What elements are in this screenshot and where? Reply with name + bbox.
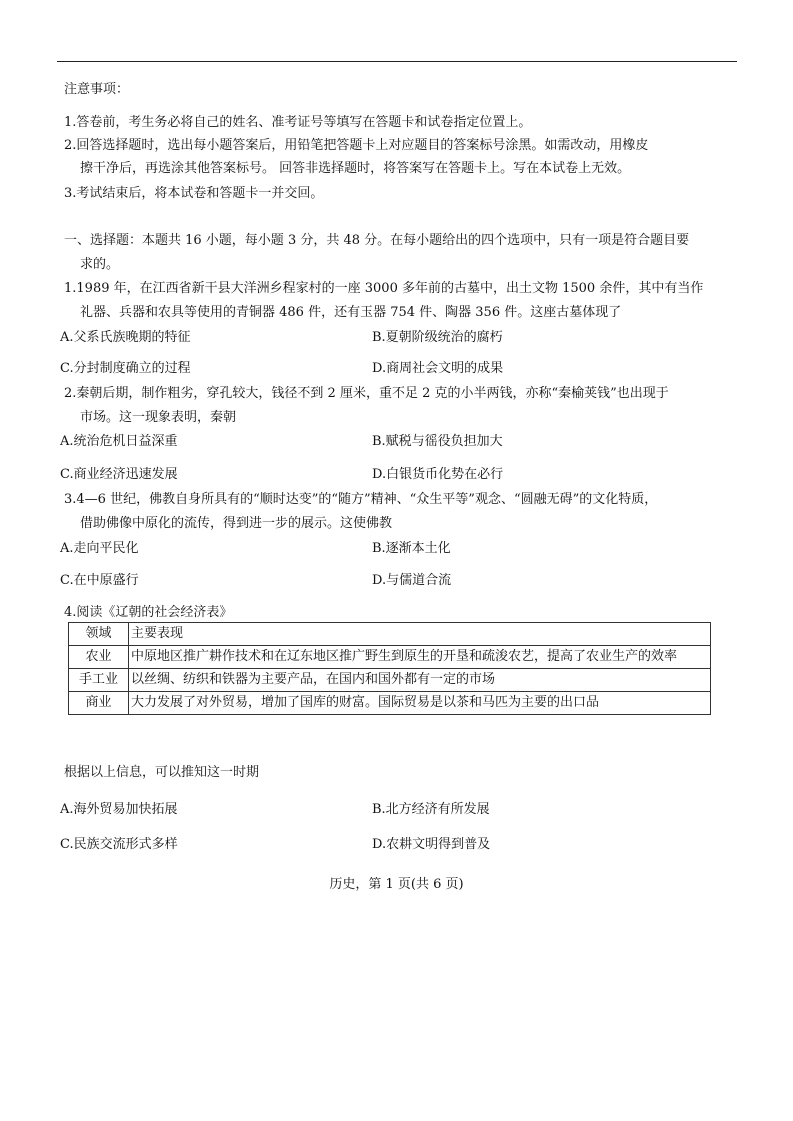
table-row — [69, 646, 711, 669]
notice-title: 注意事项： — [64, 82, 130, 97]
notice-item-3: 3.考试结束后，将本试卷和答题卡一并交回。 — [64, 186, 324, 201]
liao-economy-table — [68, 622, 711, 715]
section-1-heading-line-1: 一、选择题：本题共 16 小题，每小题 3 分，共 48 分。在每小题给出的四个选项中，只有一项是符合题目要 — [64, 233, 690, 248]
table-header-cell: 主要表现 — [129, 623, 711, 646]
q1-stem-line-1: 1.1989 年，在江西省新干县大洋洲乡程家村的一座 3000 多年前的古墓中，出土文物 1500 余件，其中有当作 — [64, 281, 704, 296]
q3-option-c: C.在中原盛行 — [60, 573, 139, 588]
page-footer: 历史，第 1 页(共 6 页) — [329, 877, 464, 892]
header-rule — [57, 61, 737, 62]
q4-option-d: D.农耕文明得到普及 — [372, 837, 491, 852]
table-cell: 大力发展了对外贸易，增加了国库的财富。国际贸易是以茶和马匹为主要的出口品 — [129, 692, 711, 715]
q3-stem-line-2: 借助佛像中原化的流传，得到进一步的展示。这使佛教 — [80, 516, 393, 531]
table-cell: 手工业 — [69, 669, 129, 692]
q2-stem-line-2: 市场。这一现象表明，秦朝 — [80, 410, 237, 425]
q4-intro: 4.阅读《辽朝的社会经济表》 — [64, 605, 233, 620]
q1-option-d: D.商周社会文明的成果 — [372, 361, 504, 376]
q1-option-c: C.分封制度确立的过程 — [60, 361, 191, 376]
q4-option-c: C.民族交流形式多样 — [60, 837, 178, 852]
table-row — [69, 669, 711, 692]
q3-option-b: B.逐渐本土化 — [372, 541, 451, 556]
q2-option-d: D.白银货币化势在必行 — [372, 467, 504, 482]
table-cell: 农业 — [69, 646, 129, 669]
q3-option-a: A.走向平民化 — [60, 541, 139, 556]
table-header-row — [69, 623, 711, 646]
q2-option-c: C.商业经济迅速发展 — [60, 467, 178, 482]
table-header-cell: 领域 — [69, 623, 129, 646]
q3-option-d: D.与儒道合流 — [372, 573, 452, 588]
q4-option-a: A.海外贸易加快拓展 — [60, 802, 178, 817]
table-cell: 以丝绸、纺织和铁器为主要产品，在国内和国外都有一定的市场 — [129, 669, 711, 692]
table-row — [69, 692, 711, 715]
q3-stem-line-1: 3.4—6 世纪，佛教自身所具有的“顺时达变”的“随方”精神、“众生平等”观念、“圆融无碍”的文化特质， — [64, 492, 658, 507]
notice-item-2-line-2: 擦干净后，再选涂其他答案标号。 回答非选择题时，将答案写在答题卡上。写在本试卷上无效。 — [80, 161, 631, 176]
q1-option-a: A.父系氏族晚期的特征 — [60, 330, 191, 345]
q4-question: 根据以上信息，可以推知这一时期 — [64, 765, 260, 780]
notice-item-2-line-1: 2.回答选择题时，选出每小题答案后，用铅笔把答题卡上对应题目的答案标号涂黑。如需改动，用橡皮 — [64, 138, 649, 153]
q2-stem-line-1: 2.秦朝后期，制作粗劣，穿孔较大，钱径不到 2 厘米，重不足 2 克的小半两钱，亦称“秦榆荚钱”也出现于 — [64, 386, 669, 401]
q1-stem-line-2: 礼器、兵器和农具等使用的青铜器 486 件，还有玉器 754 件、陶器 356 件。这座古墓体现了 — [80, 305, 622, 320]
q2-option-a: A.统治危机日益深重 — [60, 434, 178, 449]
table-cell: 商业 — [69, 692, 129, 715]
q4-option-b: B.北方经济有所发展 — [372, 802, 490, 817]
notice-item-1: 1.答卷前，考生务必将自己的姓名、准考证号等填写在答题卡和试卷指定位置上。 — [64, 115, 532, 130]
q1-option-b: B.夏朝阶级统治的腐朽 — [372, 330, 503, 345]
table-cell: 中原地区推广耕作技术和在辽东地区推广野生到原生的开垦和疏浚农艺，提高了农业生产的效率 — [129, 646, 711, 669]
q2-option-b: B.赋税与徭役负担加大 — [372, 434, 503, 449]
section-1-heading-line-2: 求的。 — [80, 257, 120, 272]
